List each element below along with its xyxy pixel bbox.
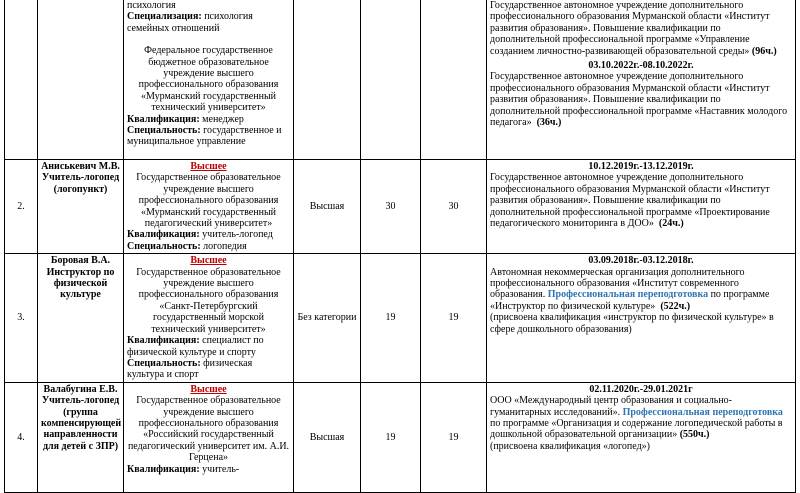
category-cell: Высшая [294,382,361,492]
ped-experience-cell: 19 [421,382,487,492]
ped-experience-cell: 19 [421,254,487,382]
education-cell [124,382,294,492]
total-experience-cell: 19 [361,254,421,382]
course-text: ООО «Международный центр образования и социально-гуманитарных исследований». Профессиональная переподготовка по программе «Организация и содержание логопедической работы в дошкольной образовательной организации» (550ч.) [490,395,783,441]
speciality-text: Специальность: государственное и муниципальное управление [127,125,282,148]
course-cell [487,382,796,492]
num-cell: 4. [5,382,38,492]
institution-text: Федеральное государственное бюджетное образовательное учреждение высшего профессионального образования «Мурманский государственный технический университет» [138,45,279,114]
specialization-text: Специализация: психология семейных отношений [127,11,253,34]
num-cell: 2. [5,160,38,254]
qualification-text: Квалификация: учитель- [127,463,240,475]
education-level: Высшее [190,255,227,267]
course-cell [487,0,796,160]
institution-text: Государственное образовательное учреждение высшего профессионального образования «Российский государственный педагогический университет им. А.И. Герцена» [127,395,290,464]
qualification-text: Квалификация: учитель-логопед [127,229,273,241]
course-text: Государственное автономное учреждение дополнительного профессионального образования Мурманской области «Институт развития образования». Повышение квалификации по дополнительной профессиональной программе «Управление созданием личностно-развивающей образовательной среды» (96ч.) [490,0,777,57]
course-cell [487,254,796,382]
course-cell [487,160,796,254]
course-note: (присвоена квалификация «инструктор по физической культуре» в сфере дошкольного образования) [490,312,774,335]
ped-experience-cell [421,0,487,160]
education-cell [124,254,294,382]
edu-line: психология [127,0,176,11]
course-text: Автономная некоммерческая организация дополнительного профессионального образования «Институт современного образования. Профессиональная переподготовка по программе «Инструктор по физической культуре» (522ч.) [490,266,770,312]
total-experience-cell: 19 [361,382,421,492]
name-cell: Валабугина Е.В. Учитель-логопед (группа компенсирующей направленности для детей с ЗПР) [38,382,124,492]
course-dates: 02.11.2020г.-29.01.2021г [589,383,693,395]
course-dates: 10.12.2019г.-13.12.2019г. [588,161,694,172]
education-level: Высшее [190,161,227,172]
education-level: Высшее [190,383,227,395]
table-row [5,0,796,160]
category-cell [294,0,361,160]
name-cell [38,0,124,160]
course-dates: 03.09.2018г.-03.12.2018г. [588,255,694,267]
name-cell: Аниськевич М.В. Учитель-логопед (логопункт) [38,160,124,254]
speciality-text: Специальность: физическая культура и спорт [127,357,253,381]
category-cell: Высшая [294,160,361,254]
education-cell [124,160,294,254]
qualification-text: Квалификация: менеджер [127,113,244,125]
table-row [5,160,796,254]
num-cell: 3. [5,254,38,382]
course-text: Государственное автономное учреждение дополнительного профессионального образования Мурманской области «Институт развития образования». Повышение квалификации по дополнительной профессиональной программе «Проектирование педагогического мониторинга в ДОО» (24ч.) [490,172,770,230]
staff-table [4,0,796,493]
qualification-text: Квалификация: специалист по физической культуре и спорту [127,335,264,358]
course-dates: 03.10.2022г.-08.10.2022г. [588,60,694,72]
ped-experience-cell: 30 [421,160,487,254]
institution-text: Государственное образовательное учреждение высшего профессионального образования «Мурманский государственный педагогический университет» [136,172,281,230]
num-cell [5,0,38,160]
speciality-text: Специальность: логопедия [127,240,247,252]
education-cell [124,0,294,160]
course-text: Государственное автономное учреждение дополнительного профессионального образования Мурманской области «Институт развития образования». Повышение квалификации по дополнительной профессиональной программе «Наставник молодого педагога» (36ч.) [490,71,788,129]
category-cell: Без категории [294,254,361,382]
course-note: (присвоена квалификация «логопед») [490,440,650,452]
table-row [5,254,796,382]
institution-text: Государственное образовательное учреждение высшего профессионального образования «Санкт-Петербургский государственный морской технический университет» [136,266,281,335]
total-experience-cell [361,0,421,160]
name-cell: Боровая В.А. Инструктор по физической культуре [38,254,124,382]
table-row [5,382,796,492]
total-experience-cell: 30 [361,160,421,254]
